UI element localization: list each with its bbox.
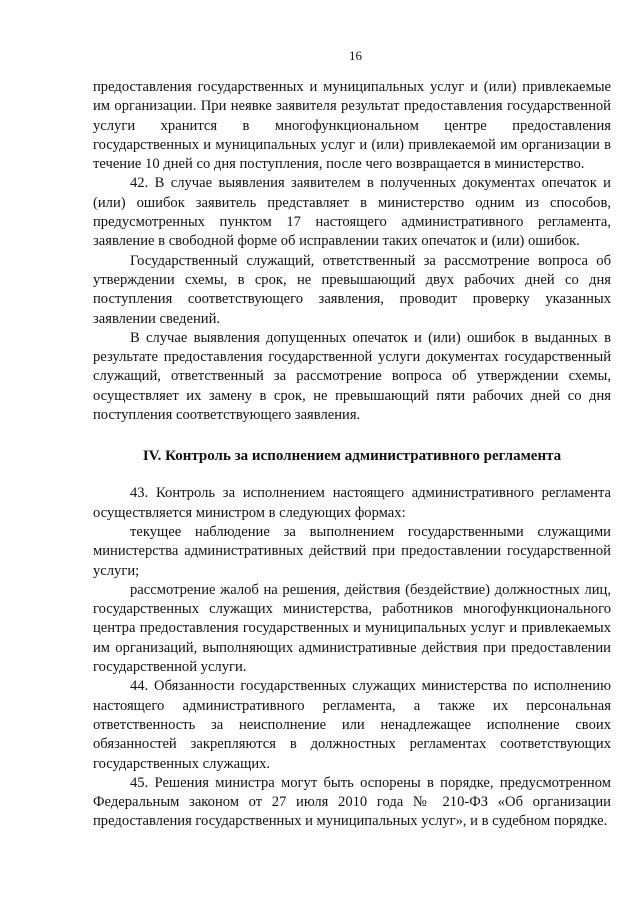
paragraph: рассмотрение жалоб на решения, действия (бездействие) должностных лиц, государственных служащих министерства, работников многофункционального центра предоставления государственных и муниципальных услуг и привлекаемых им организаций, выполняющих административные действия при предоставлении государственной услуги. [93, 581, 611, 676]
paragraph: текущее наблюдение за выполнением государственными служащими министерства административных действий при предоставлении государственной услуги; [93, 523, 611, 579]
paragraph: предоставления государственных и муниципальных услуг и (или) привлекаемые им организации. При неявке заявителя результат предоставления государственной услуги хранится в многофункциональном центре предоставления государственных и муниципальных услуг и (или) привлекаемой им организации в течение 10 дней со дня поступления, после чего возвращается в министерство. [93, 79, 611, 173]
paragraph-item-45: 45. Решения министра могут быть оспорены в порядке, предусмотренном Федеральным законом от 27 июля 2010 года № 210-ФЗ «Об организации предоставления государственных и муниципальных услуг», и в судебном порядке. [93, 774, 611, 830]
text-before-heading [93, 78, 611, 425]
paragraph-item-44: 44. Обязанности государственных служащих министерства по исполнению настоящего административного регламента, а также их персональная ответственность за неисполнение или ненадлежащее исполнение своих обязанностей закрепляются в должностных регламентах соответствующих государственных служащих. [93, 678, 611, 772]
paragraph: В случае выявления допущенных опечаток и (или) ошибок в выданных в результате предоставления государственной услуги документах государственный служащий, ответственный за рассмотрение вопроса об утверждении схемы, осуществляет их замену в срок, не превышающий пяти рабочих дней со дня поступления соответствующего заявления. [93, 329, 611, 424]
document-page [93, 48, 611, 832]
paragraph: Государственный служащий, ответственный за рассмотрение вопроса об утверждении схемы, в срок, не превышающий двух рабочих дней со дня поступления соответствующего заявления, проводит проверку указанных заявлении сведений. [93, 252, 611, 327]
paragraph-item-43: 43. Контроль за исполнением настоящего административного регламента осуществляется министром в следующих формах: [93, 485, 611, 521]
page-number: 16 [349, 48, 362, 63]
paragraph-item-42: 42. В случае выявления заявителем в полученных документах опечаток и (или) ошибок заявитель представляет в министерство одним из способов, предусмотренных пунктом 17 настоящего административного регламента, заявление в свободной форме об исправлении таких опечаток и (или) ошибок. [93, 175, 611, 250]
section-heading: IV. Контроль за исполнением административного регламента [142, 448, 562, 465]
text-after-heading [93, 484, 611, 831]
